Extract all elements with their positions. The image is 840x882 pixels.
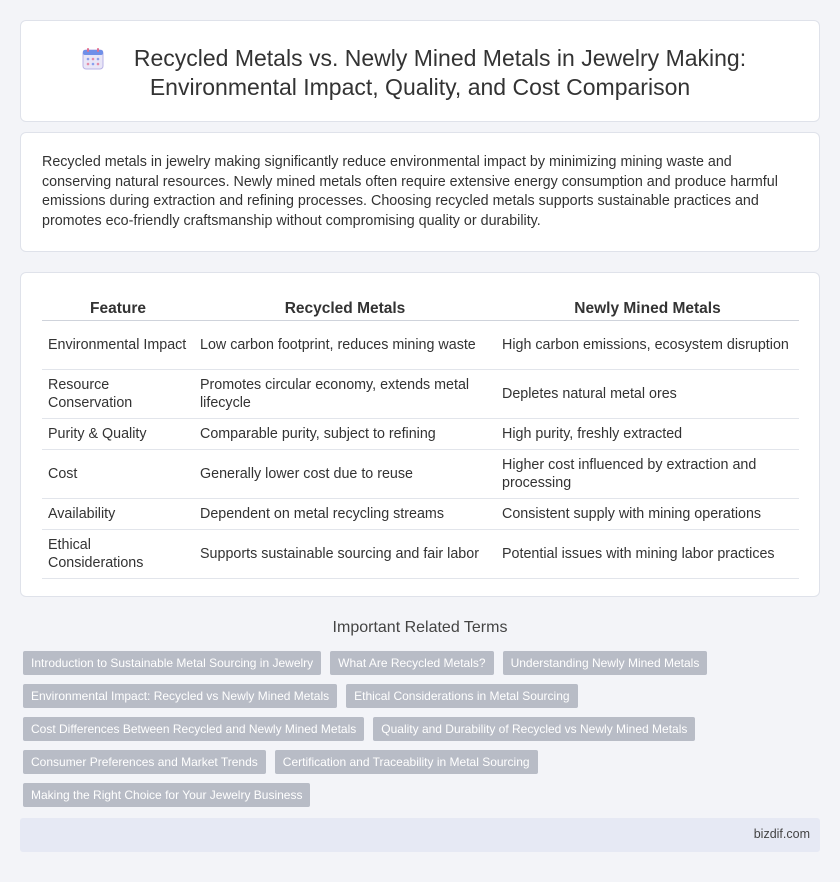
header-recycled: Recycled Metals (194, 297, 496, 321)
table-row (42, 370, 799, 419)
header-newly-mined: Newly Mined Metals (496, 297, 799, 321)
table-cell-recycled: Generally lower cost due to reuse (194, 450, 496, 499)
related-term-tag[interactable]: Consumer Preferences and Market Trends (23, 750, 266, 774)
page-title-line-1: Recycled Metals vs. Newly Mined Metals in Jewelry Making: (133, 45, 747, 71)
header-feature: Feature (42, 297, 194, 321)
related-term-tag[interactable]: What Are Recycled Metals? (330, 651, 493, 675)
table-row (42, 450, 799, 499)
title-card (20, 20, 820, 122)
intro-paragraph: Recycled metals in jewelry making significantly reduce environmental impact by minimizing mining waste and conserving natural resources. Newly mined metals often require extensive energy consumption and produce harmful emissions during extraction and refining processes. Choosing recycled metals supports sustainable practices and promotes eco-friendly craftsmanship without compromising quality or durability. (42, 154, 778, 229)
related-term-tag[interactable]: Making the Right Choice for Your Jewelry Business (23, 783, 310, 807)
intro-card (20, 132, 820, 252)
related-term-tag[interactable]: Cost Differences Between Recycled and Newly Mined Metals (23, 717, 364, 741)
table-cell-feature: Resource Conservation (42, 370, 194, 419)
table-cell-newly-mined: Consistent supply with mining operations (496, 499, 799, 530)
table-header-row (42, 297, 799, 321)
footer-site-link[interactable]: bizdif.com (753, 827, 810, 841)
table-row (42, 419, 799, 450)
related-term-tag[interactable]: Environmental Impact: Recycled vs Newly Mined Metals (23, 684, 337, 708)
table-cell-feature: Environmental Impact (42, 321, 194, 370)
table-cell-newly-mined: Higher cost influenced by extraction and processing (496, 450, 799, 499)
table-cell-recycled: Comparable purity, subject to refining (194, 419, 496, 450)
related-term-tag[interactable]: Introduction to Sustainable Metal Sourcing in Jewelry (23, 651, 321, 675)
table-cell-feature: Ethical Considerations (42, 530, 194, 579)
table-cell-recycled: Supports sustainable sourcing and fair labor (194, 530, 496, 579)
table-row (42, 499, 799, 530)
related-terms-list (23, 651, 723, 816)
table-cell-newly-mined: High purity, freshly extracted (496, 419, 799, 450)
related-term-tag[interactable]: Understanding Newly Mined Metals (503, 651, 708, 675)
comparison-table (42, 297, 799, 579)
page-title-line-2: Environmental Impact, Quality, and Cost Comparison (149, 74, 691, 100)
table-row (42, 321, 799, 370)
table-cell-newly-mined: Depletes natural metal ores (496, 370, 799, 419)
page-title (21, 44, 819, 102)
related-term-tag[interactable]: Certification and Traceability in Metal Sourcing (275, 750, 538, 774)
table-row (42, 530, 799, 579)
footer (20, 818, 820, 852)
related-term-tag[interactable]: Quality and Durability of Recycled vs Newly Mined Metals (373, 717, 695, 741)
table-cell-feature: Cost (42, 450, 194, 499)
table-cell-newly-mined: Potential issues with mining labor practices (496, 530, 799, 579)
table-cell-recycled: Dependent on metal recycling streams (194, 499, 496, 530)
related-term-tag[interactable]: Ethical Considerations in Metal Sourcing (346, 684, 577, 708)
comparison-table-card (20, 272, 820, 597)
related-terms-title: Important Related Terms (332, 619, 508, 636)
table-cell-feature: Availability (42, 499, 194, 530)
table-cell-recycled: Promotes circular economy, extends metal lifecycle (194, 370, 496, 419)
table-cell-recycled: Low carbon footprint, reduces mining waste (194, 321, 496, 370)
table-cell-newly-mined: High carbon emissions, ecosystem disruption (496, 321, 799, 370)
table-cell-feature: Purity & Quality (42, 419, 194, 450)
